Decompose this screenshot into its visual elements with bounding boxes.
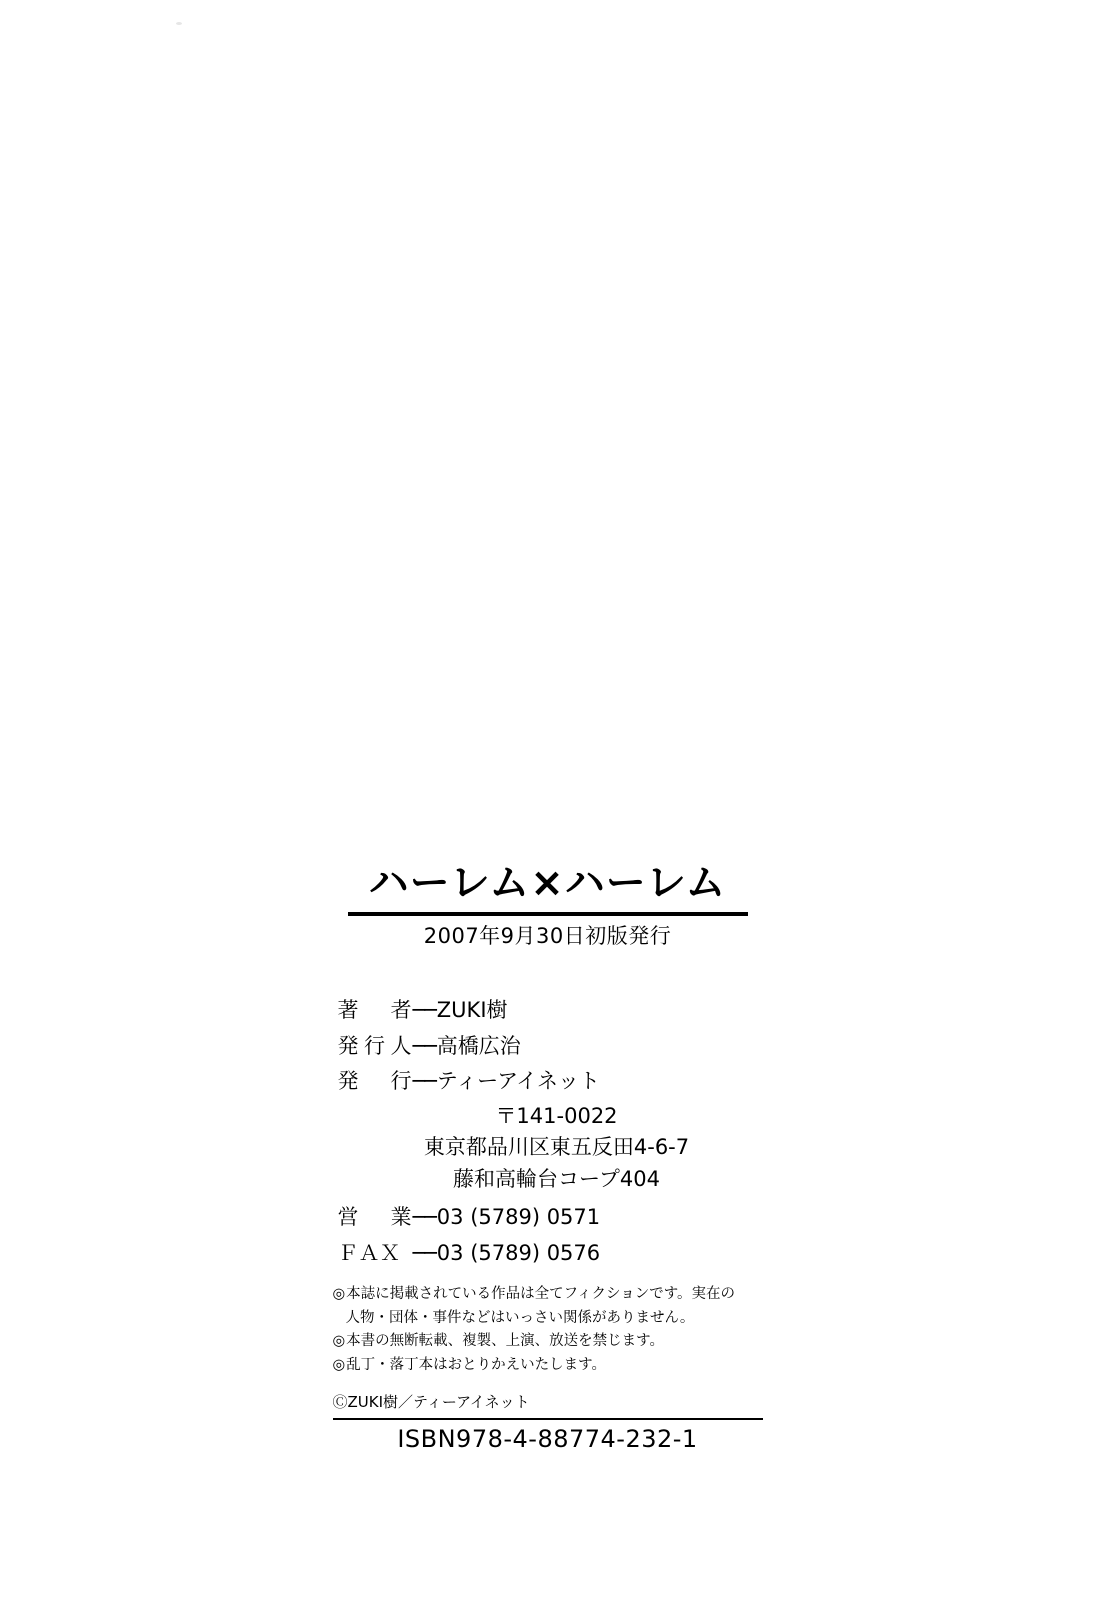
note-bullet-icon: ◎ <box>332 1333 346 1350</box>
imprint-value-publisher-person: 高橋広治 <box>436 1033 521 1058</box>
contact-value-fax: 03 (5789) 0576 <box>436 1240 601 1265</box>
imprint-dash: ── <box>412 1033 436 1058</box>
imprint-label-publisher: 発 行 <box>337 1069 412 1094</box>
copyright-notice: ⒸZUKI樹／ティーアイネット <box>332 1393 530 1412</box>
contact-value-sales: 03 (5789) 0571 <box>436 1205 601 1230</box>
legal-note-1 <box>333 1283 763 1306</box>
imprint-label-author: 著 者 <box>337 998 412 1022</box>
imprint-value-author: ZUKI樹 <box>436 998 508 1022</box>
note-bullet-icon: ◎ <box>332 1356 346 1373</box>
imprint-value-publisher: ティーアイネット <box>436 1069 600 1094</box>
imprint-dash: ── <box>412 1069 436 1094</box>
legal-note-1-line-2: 人物・団体・事件などはいっさい関係がありません。 <box>345 1309 695 1326</box>
contact-label-sales: 営 業 <box>337 1205 412 1230</box>
legal-note-1-line-1: 本誌に掲載されている作品は全てフィクションです。実在の <box>346 1286 736 1303</box>
contact-label-fax: ＦＡＸ <box>337 1240 401 1265</box>
contact-row-sales <box>338 1201 758 1234</box>
isbn-number: ISBN978-4-88774-232-1 <box>397 1425 698 1454</box>
contact-row-fax <box>338 1237 758 1270</box>
publication-date: 2007年9月30日初版発行 <box>423 924 672 948</box>
address-postal-code: 〒141-0022 <box>495 1103 618 1128</box>
contact-dash: ── <box>412 1240 436 1265</box>
scan-artifact-speck <box>176 22 182 25</box>
book-title: ハーレム×ハーレム <box>368 860 727 906</box>
imprint-details <box>338 994 758 1269</box>
contact-dash: ── <box>412 1205 436 1230</box>
title-underline-rule <box>348 912 748 916</box>
imprint-dash: ── <box>412 998 436 1022</box>
note-bullet-icon: ◎ <box>332 1286 346 1303</box>
colophon-block <box>0 860 1095 1453</box>
imprint-row-author <box>338 994 758 1027</box>
address-line-1: 東京都品川区東五反田4-6-7 <box>423 1135 690 1160</box>
isbn-block <box>333 1418 763 1453</box>
imprint-row-publisher <box>338 1065 758 1098</box>
legal-note-2-line-1: 本書の無断転載、複製、上演、放送を禁じます。 <box>346 1333 664 1350</box>
legal-note-3 <box>333 1354 763 1377</box>
imprint-label-publisher-person: 発行人 <box>337 1033 412 1058</box>
title-block <box>348 860 748 950</box>
legal-note-2 <box>333 1330 763 1353</box>
imprint-row-publisher-person <box>338 1030 758 1063</box>
address-line-2: 藤和高輪台コープ404 <box>452 1166 661 1191</box>
legal-notes <box>333 1283 763 1377</box>
legal-note-3-line-1: 乱丁・落丁本はおとりかえいたします。 <box>346 1356 606 1373</box>
